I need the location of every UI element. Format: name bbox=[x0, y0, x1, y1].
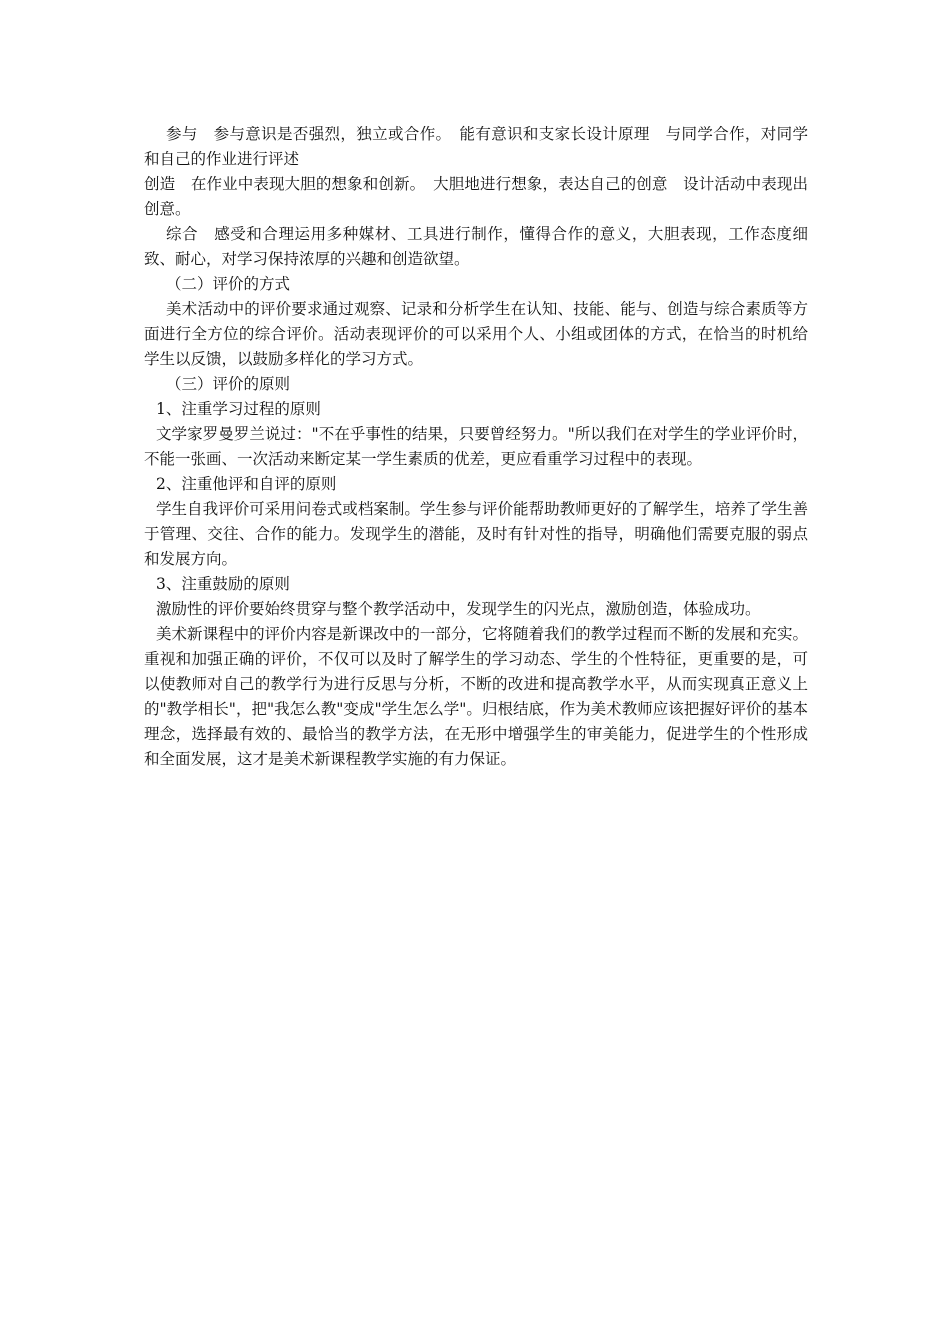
paragraph-participation: 参与 参与意识是否强烈，独立或合作。 能有意识和支家长设计原理 与同学合作，对同学和自己的作业进行评述 bbox=[144, 125, 808, 168]
subheading-principle-1: 1、注重学习过程的原则 bbox=[156, 400, 321, 418]
document-body bbox=[144, 122, 808, 772]
subheading-principle-2: 2、注重他评和自评的原则 bbox=[156, 475, 337, 493]
section-heading-evaluation-principles: （三）评价的原则 bbox=[166, 375, 291, 393]
paragraph-synthesis: 综合 感受和合理运用多种媒材、工具进行制作，懂得合作的意义，大胆表现，工作态度细致、耐心，对学习保持浓厚的兴趣和创造欲望。 bbox=[144, 225, 808, 268]
subheading-principle-3: 3、注重鼓励的原则 bbox=[156, 575, 290, 593]
paragraph-evaluation-methods: 美术活动中的评价要求通过观察、记录和分析学生在认知、技能、能与、创造与综合素质等方面进行全方位的综合评价。活动表现评价的可以采用个人、小组或团体的方式，在恰当的时机给学生以反馈，以鼓励多样化的学习方式。 bbox=[144, 300, 808, 368]
paragraph-creation: 创造 在作业中表现大胆的想象和创新。 大胆地进行想象，表达自己的创意 设计活动中表现出创意。 bbox=[144, 175, 808, 218]
paragraph-principle-1: 文学家罗曼罗兰说过："不在乎事性的结果，只要曾经努力。"所以我们在对学生的学业评价时，不能一张画、一次活动来断定某一学生素质的优差，更应看重学习过程中的表现。 bbox=[144, 425, 808, 468]
paragraph-conclusion: 美术新课程中的评价内容是新课改中的一部分，它将随着我们的教学过程而不断的发展和充实。重视和加强正确的评价，不仅可以及时了解学生的学习动态、学生的个性特征，更重要的是，可以使教师对自己的教学行为进行反思与分析，不断的改进和提高教学水平，从而实现真正意义上的"教学相长"，把"我怎么教"变成"学生怎么学"。归根结底，作为美术教师应该把握好评价的基本理念，选择最有效的、最恰当的教学方法，在无形中增强学生的审美能力，促进学生的个性形成和全面发展，这才是美术新课程教学实施的有力保证。 bbox=[144, 625, 808, 768]
paragraph-principle-2: 学生自我评价可采用问卷式或档案制。学生参与评价能帮助教师更好的了解学生，培养了学生善于管理、交往、合作的能力。发现学生的潜能，及时有针对性的指导，明确他们需要克服的弱点和发展方向。 bbox=[144, 500, 808, 568]
section-heading-evaluation-methods: （二）评价的方式 bbox=[166, 275, 291, 293]
paragraph-principle-3: 激励性的评价要始终贯穿与整个教学活动中，发现学生的闪光点，激励创造，体验成功。 bbox=[156, 600, 761, 618]
